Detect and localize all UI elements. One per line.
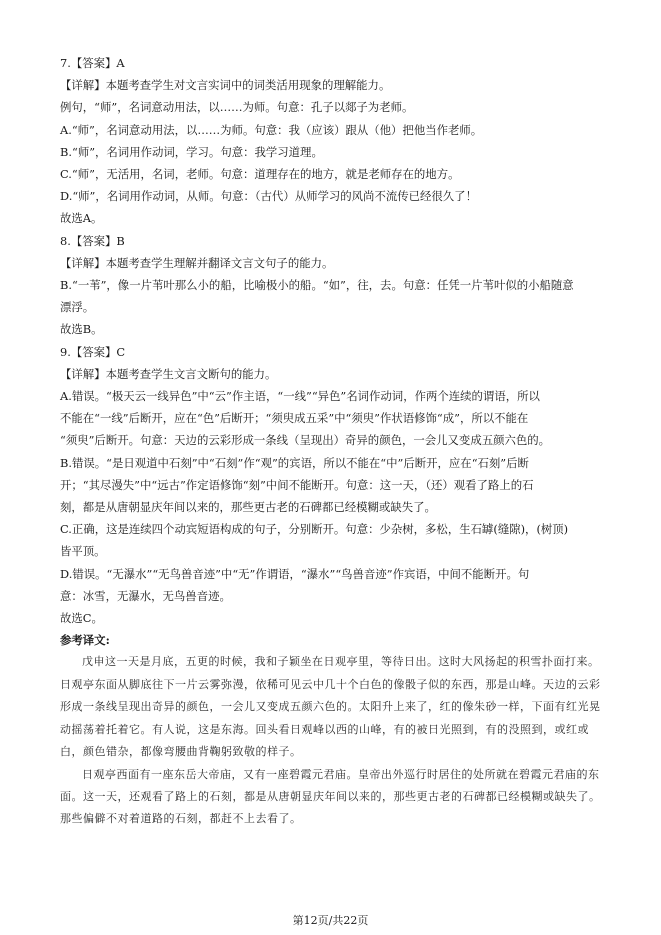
q9-option-a-line3: “须臾”后断开。句意：天边的云彩形成一条线（呈现出）奇异的颜色，一会儿又变成五颜六色的。 bbox=[60, 433, 551, 448]
q9-option-a-line1: A.错误。“极天云一线异色”中“云”作主语，“一线”“异色”名词作动词，作两个连续的谓语，所以 bbox=[60, 389, 540, 404]
q9-option-c-line2: 皆平顶。 bbox=[60, 544, 106, 559]
q9-answer: 9.【答案】C bbox=[60, 344, 126, 359]
q7-example: 例句，“师”，名词意动用法，以……为师。句意：孔子以郯子为老师。 bbox=[60, 100, 414, 115]
translation-paragraph-2: 日观亭西面有一座东岳大帝庙，又有一座碧霞元君庙。皇帝出外巡行时居住的处所就在碧霞元君庙的东面。这一天，还观看了路上的石刻，都是从唐朝显庆年间以来的，那些更古老的石碑都已经模糊或缺失了。那些偏僻不对着道路的石刻，都赶不上去看了。 bbox=[60, 767, 601, 826]
q7-detail: 【详解】本题考查学生对文言实词中的词类活用现象的理解能力。 bbox=[60, 78, 391, 93]
page-content bbox=[60, 52, 606, 831]
q7-option-b: B.“师”，名词用作动词，学习。句意：我学习道理。 bbox=[60, 144, 323, 159]
q8-conclusion: 故选B。 bbox=[60, 322, 103, 337]
q9-option-c-line1: C.正确，这是连续四个动宾短语构成的句子，分别断开。句意：少杂树，多松，生石罅(缝隙)，(树顶) bbox=[60, 522, 569, 537]
q9-option-b-line3: 刻，都是从唐朝显庆年间以来的，那些更古老的石碑都已经模糊或缺失了。 bbox=[60, 500, 436, 515]
q9-option-b-line1: B.错误。“是日观道中石刻”中“石刻”作“观”的宾语，所以不能在“中”后断开，应在“石刻”后断 bbox=[60, 455, 529, 470]
q9-option-d-line1: D.错误。“无瀑水”“无鸟兽音迹”中“无”作谓语，“瀑水”“鸟兽音迹”作宾语，中间不能断开。句 bbox=[60, 566, 530, 581]
q9-option-d-line2: 意：冰雪，无瀑水，无鸟兽音迹。 bbox=[60, 588, 231, 603]
q7-option-a: A.“师”，名词意动用法，以……为师。句意：我（应该）跟从（他）把他当作老师。 bbox=[60, 122, 483, 137]
translation-heading: 参考译文: bbox=[60, 633, 110, 648]
q7-conclusion: 故选A。 bbox=[60, 211, 103, 226]
q9-option-a-line2: 不能在“一线”后断开，应在“色”后断开；“须臾成五采”中“须臾”作状语修饰“成”，所以不能在 bbox=[60, 411, 529, 426]
q9-option-b-line2: 开；“其尽漫失”中“远古”作定语修饰“刻”中间不能断开。句意：这一天，（还）观看了路上的石 bbox=[60, 477, 534, 492]
q8-option-b-line2: 漂浮。 bbox=[60, 300, 95, 315]
q8-answer: 8.【答案】B bbox=[60, 233, 125, 248]
q7-option-c: C.“师”，无活用，名词，老师。句意：道理存在的地方，就是老师存在的地方。 bbox=[60, 167, 460, 182]
q8-detail: 【详解】本题考查学生理解并翻译文言文句子的能力。 bbox=[60, 255, 334, 270]
q7-answer: 7.【答案】A bbox=[60, 56, 125, 70]
q7-option-d: D.“师”，名词用作动词，从师。句意：（古代）从师学习的风尚不流传已经很久了！ bbox=[60, 189, 477, 204]
q8-option-b-line1: B.“一苇”，像一片苇叶那么小的船，比喻极小的船。“如”，往，去。句意：任凭一片苇叶似的小船随意 bbox=[60, 278, 574, 293]
page-number: 第12页/共22页 bbox=[292, 914, 369, 927]
q9-detail: 【详解】本题考查学生文言文断句的能力。 bbox=[60, 366, 277, 381]
q9-conclusion: 故选C。 bbox=[60, 611, 103, 626]
translation-paragraph-1: 戊申这一天是月底，五更的时候，我和子颖坐在日观亭里，等待日出。这时大风扬起的积雪扑面打来。日观亭东面从脚底往下一片云雾弥漫，依稀可见云中几十个白色的像骰子似的东西，那是山峰。天边的云彩形成一条线呈现出奇异的颜色，一会儿又变成五颜六色的。太阳升上来了，红的像朱砂一样，下面有红光晃动摇荡着托着它。有人说，这是东海。回头看日观峰以西的山峰，有的被日光照到，有的没照到，或红或白，颜色错杂，都像弯腰曲背鞠躬致敬的样子。 bbox=[60, 655, 601, 759]
